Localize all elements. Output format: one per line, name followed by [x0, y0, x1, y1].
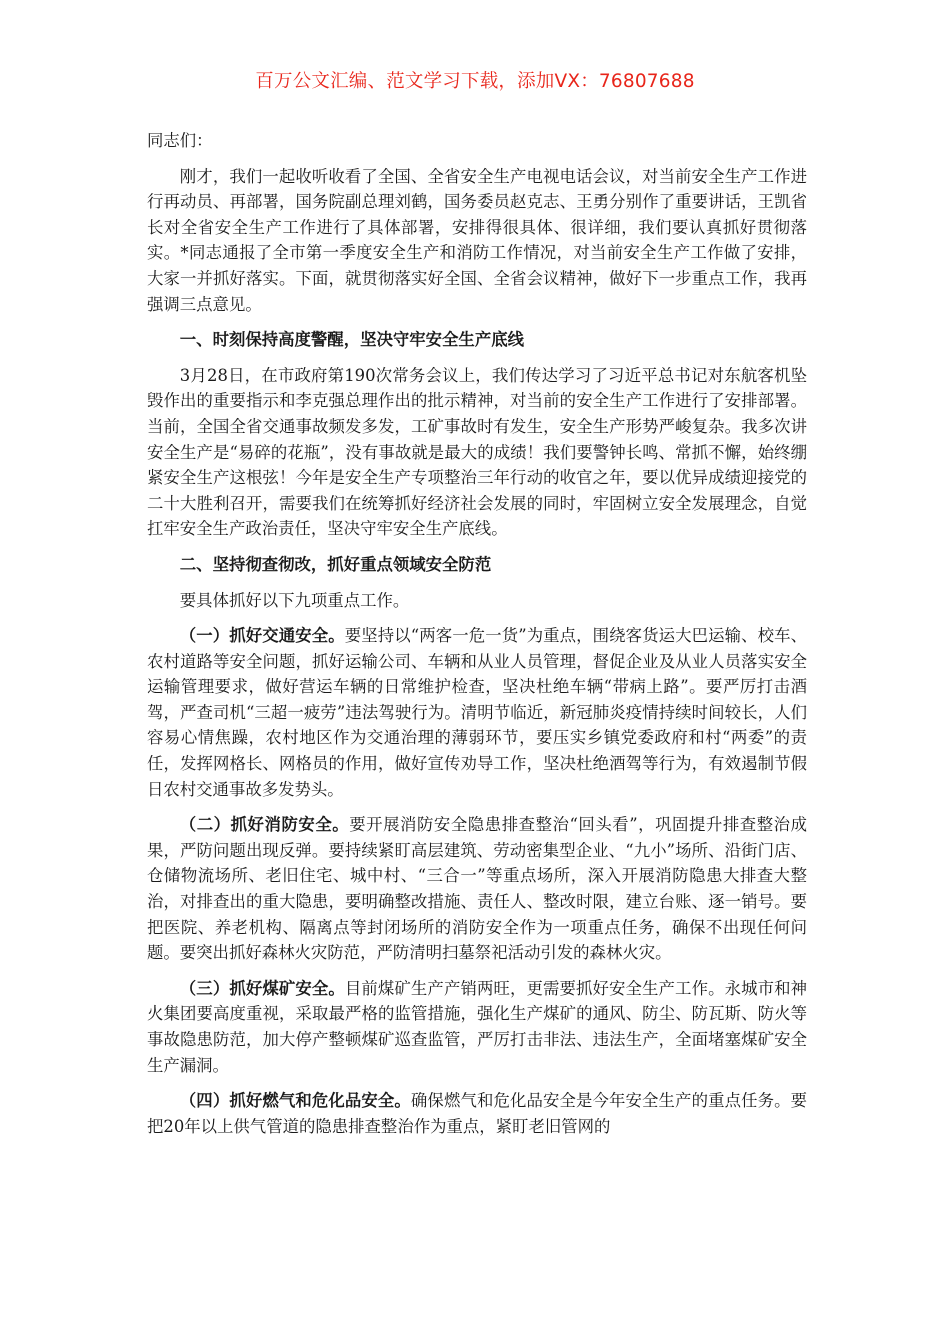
section-1-paragraph: 3月28日，在市政府第190次常务会议上，我们传达学习了习近平总书记对东航客机坠毁作出的重要指示和李克强总理作出的批示精神，对当前的安全生产工作进行了安排部署。当前，全国全省交通事故频发多发，工矿事故时有发生，安全生产形势严峻复杂。我多次讲安全生产是“易碎的花瓶”，没有事故就是最大的成绩！我们要警钟长鸣、常抓不懈，始终绷紧安全生产这根弦！今年是安全生产专项整治三年行动的收官之年，要以优异成绩迎接党的二十大胜利召开，需要我们在统筹抓好经济社会发展的同时，牢固树立安全发展理念，自觉扛牢安全生产政治责任，坚决守牢安全生产底线。: [147, 365, 807, 539]
item-paragraph-traffic: [147, 623, 807, 802]
section-heading-1: 一、时刻保持高度警醒，坚决守牢安全生产底线: [179, 330, 524, 350]
watermark-banner: 百万公文汇编、范文学习下载，添加VX：76807688: [255, 71, 695, 92]
item-paragraph-gas: [147, 1088, 807, 1139]
item-lead-traffic: （一）抓好交通安全。: [179, 626, 345, 646]
intro-paragraph: 刚才，我们一起收听收看了全国、全省安全生产电视电话会议，对当前安全生产工作进行再动员、再部署，国务院副总理刘鹤，国务委员赵克志、王勇分别作了重要讲话，王凯省长对全省安全生产工作进行了具体部署，安排得很具体、很详细，我们要认真抓好贯彻落实。*同志通报了全市第一季度安全生产和消防工作情况，对当前安全生产工作做了安排，大家一并抓好落实。下面，就贯彻落实好全国、全省会议精神，做好下一步重点工作，我再强调三点意见。: [147, 166, 807, 314]
salutation: 同志们：: [147, 131, 213, 150]
item-lead-fire: （二）抓好消防安全。: [179, 815, 350, 835]
item-paragraph-coal: [147, 976, 807, 1078]
item-body-traffic: 要坚持以“两客一危一货”为重点，围绕客货运大巴运输、校车、农村道路等安全问题，抓好运输公司、车辆和从业人员管理，督促企业及从业人员落实安全运输管理要求，做好营运车辆的日常维护检查，坚决杜绝车辆“带病上路”。要严厉打击酒驾，严查司机“三超一疲劳”违法驾驶行为。清明节临近，新冠肺炎疫情持续时间较长，人们容易心情焦躁，农村地区作为交通治理的薄弱环节，要压实乡镇党委政府和村“两委”的责任，发挥网格长、网格员的作用，做好宣传劝导工作，坚决杜绝酒驾等行为，有效遏制节假日农村交通事故多发势头。: [147, 626, 808, 799]
section-2-intro: 要具体抓好以下九项重点工作。: [179, 590, 410, 610]
item-body-fire: 要开展消防安全隐患排查整治“回头看”，巩固提升排查整治成果，严防问题出现反弹。要持续紧盯高层建筑、劳动密集型企业、“九小”场所、沿街门店、仓储物流场所、老旧住宅、城中村、“三合一”等重点场所，深入开展消防隐患大排查大整治，对排查出的重大隐患，要明确整改措施、责任人、整改时限，建立台账、逐一销号。要把医院、养老机构、隔离点等封闭场所的消防安全作为一项重点任务，确保不出现任何问题。要突出抓好森林火灾防范，严防清明扫墓祭祀活动引发的森林火灾。: [147, 815, 808, 963]
item-lead-gas: （四）抓好燃气和危化品安全。: [179, 1091, 411, 1111]
item-paragraph-fire: [147, 812, 807, 966]
item-body-coal: 目前煤矿生产产销两旺，更需要抓好安全生产工作。永城市和神火集团要高度重视，采取最严格的监管措施，强化生产煤矿的通风、防尘、防瓦斯、防火等事故隐患防范，加大停产整顿煤矿巡查监管，严厉打击非法、违法生产，全面堵塞煤矿安全生产漏洞。: [147, 978, 808, 1075]
item-body-gas: 确保燃气和危化品安全是今年安全生产的重点任务。要把20年以上供气管道的隐患排查整治作为重点，紧盯老旧管网的: [147, 1091, 808, 1136]
document-body: [147, 128, 807, 1149]
item-lead-coal: （三）抓好煤矿安全。: [179, 978, 345, 998]
section-heading-2: 二、坚持彻查彻改，抓好重点领域安全防范: [179, 554, 492, 574]
